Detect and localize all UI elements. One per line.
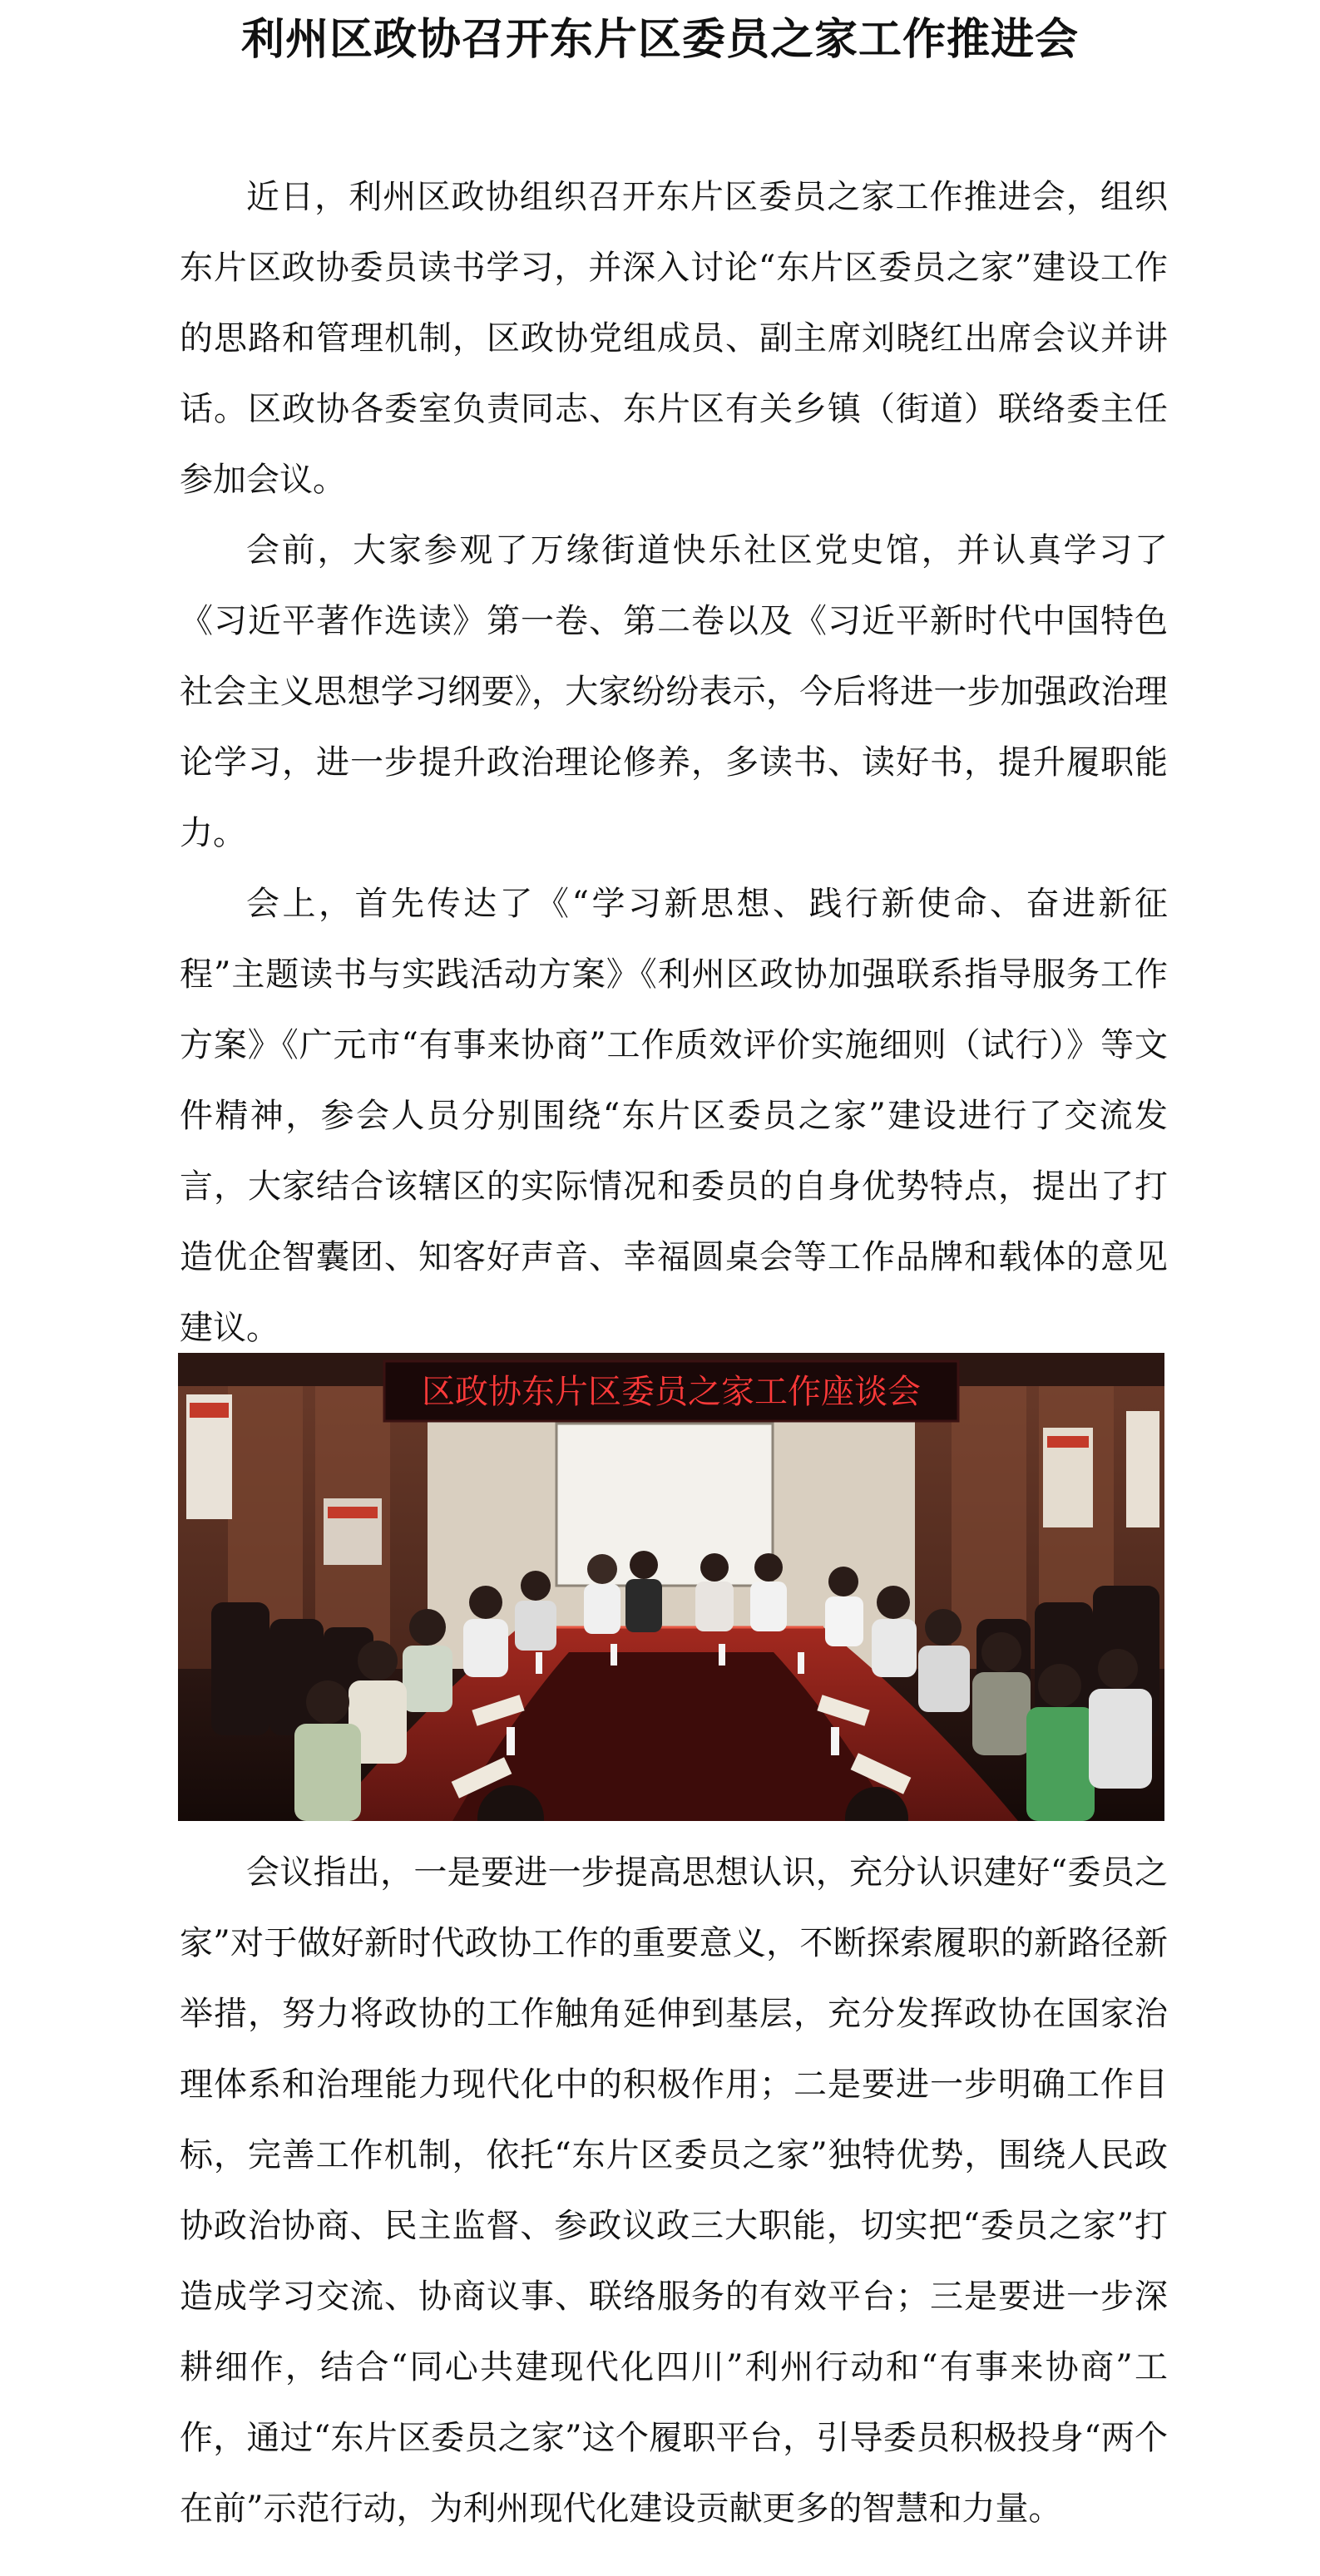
meeting-photo-illustration xyxy=(178,1353,1164,1821)
meeting-photo xyxy=(178,1353,1164,1821)
article-body-bottom xyxy=(180,1838,1168,2544)
paragraph-3: 会上，首先传达了《“学习新思想、践行新使命、奋进新征程”主题读书与实践活动方案》《利州区政协加强联系指导服务工作方案》《广元市“有事来协商”工作质效评价实施细则（试行）》等文件精神，参会人员分别围绕“东片区委员之家”建设进行了交流发言，大家结合该辖区的实际情况和委员的自身优势特点，提出了打造优企智囊团、知客好声音、幸福圆桌会等工作品牌和载体的意见建议。 xyxy=(180,885,1168,1347)
article-title: 利州区政协召开东片区委员之家工作推进会 xyxy=(240,14,1079,65)
led-banner-text: 区政协东片区委员之家工作座谈会 xyxy=(422,1373,921,1411)
paragraph-4: 会议指出，一是要进一步提高思想认识，充分认识建好“委员之家”对于做好新时代政协工作的重要意义，不断探索履职的新路径新举措，努力将政协的工作触角延伸到基层，充分发挥政协在国家治理体系和治理能力现代化中的积极作用；二是要进一步明确工作目标，完善工作机制，依托“东片区委员之家”独特优势，围绕人民政协政治协商、民主监督、参政议政三大职能，切实把“委员之家”打造成学习交流、协商议事、联络服务的有效平台；三是要进一步深耕细作，结合“同心共建现代化四川”利州行动和“有事来协商”工作，通过“东片区委员之家”这个履职平台，引导委员积极投身“两个在前”示范行动，为利州现代化建设贡献更多的智慧和力量。 xyxy=(180,1853,1168,2528)
article-body-top xyxy=(180,162,1168,1364)
paragraph-1: 近日，利州区政协组织召开东片区委员之家工作推进会，组织东片区政协委员读书学习，并深入讨论“东片区委员之家”建设工作的思路和管理机制，区政协党组成员、副主席刘晓红出席会议并讲话。区政协各委室负责同志、东片区有关乡镇（街道）联络委主任参加会议。 xyxy=(180,178,1168,499)
paragraph-2: 会前，大家参观了万缘街道快乐社区党史馆，并认真学习了《习近平著作选读》第一卷、第二卷以及《习近平新时代中国特色社会主义思想学习纲要》，大家纷纷表示，今后将进一步加强政治理论学习，进一步提升政治理论修养，多读书、读好书，提升履职能力。 xyxy=(180,531,1168,852)
